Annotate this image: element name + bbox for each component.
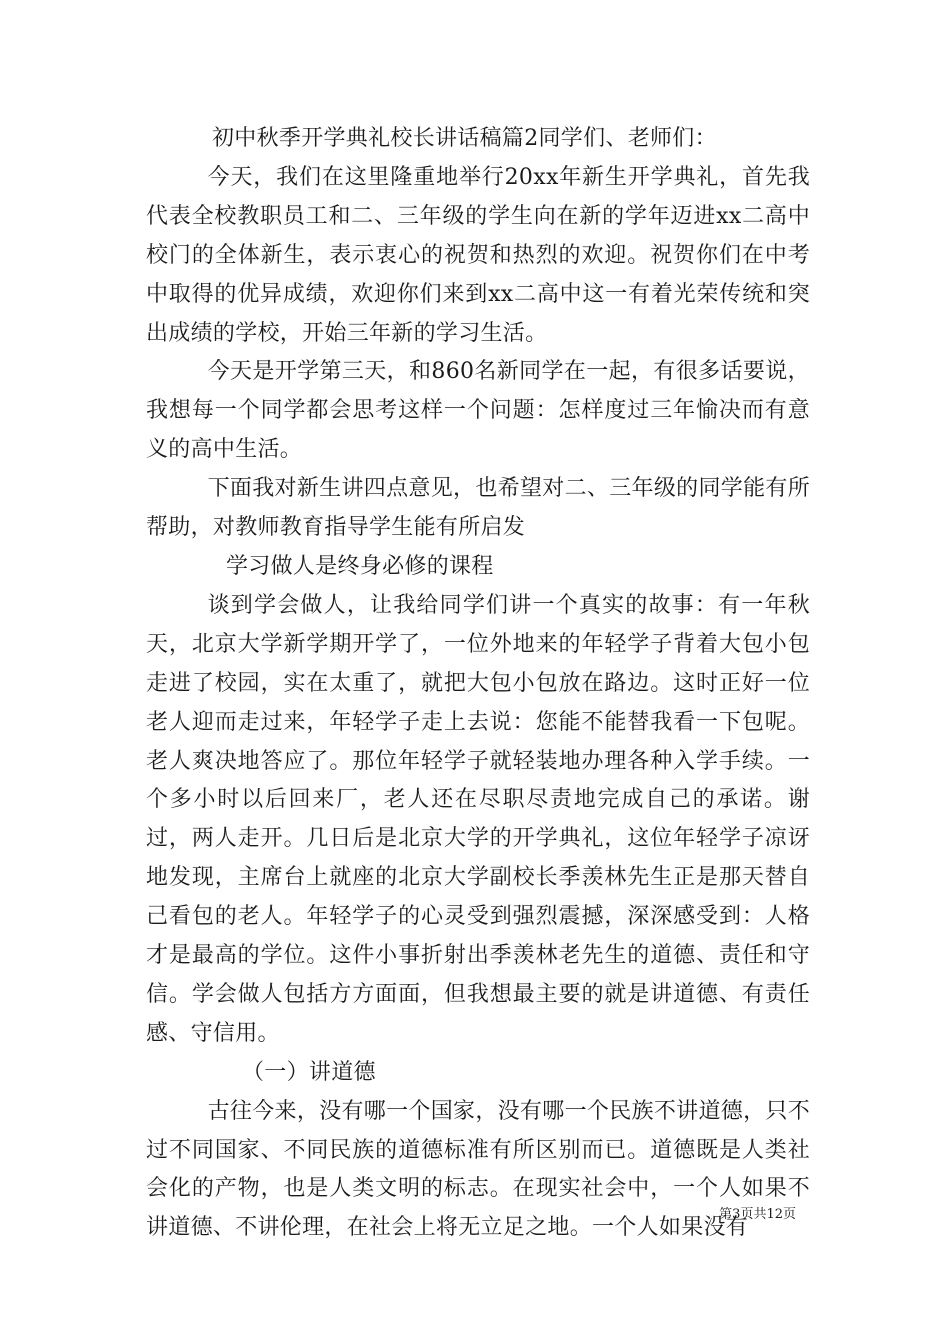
speech-title-line: 初中秋季开学典礼校长讲话稿篇2同学们、老师们：	[212, 126, 717, 151]
paragraph-story: 谈到学会做人，让我给同学们讲一个真实的故事：有一年秋天，北京大学新学期开学了，一位外地来的年轻学子背着大包小包走进了校园，实在太重了，就把大包小包放在路边。这时正好一位老人迎而走过来，年轻学子走上去说：您能不能替我看一下包呢。老人爽决地答应了。那位年轻学子就轻装地办理各种入学手续。一个多小时以后回来厂，老人还在尽职尽责地完成自己的承诺。谢过，两人走开。几日后是北京大学的开学典礼，这位年轻学子凉讶地发现，主席台上就座的北京大学副校长季羡林先生正是那天替自己看包的老人。年轻学子的心灵受到强烈震撼，深深感受到：人格才是最高的学位。这件小事折射出季羡林老先生的道德、责任和守信。学会做人包括方方面面，但我想最主要的就是讲道德、有责任感、守信用。	[146, 592, 810, 1046]
section-heading-learn-to-be-human: 学习做人是终身必修的课程	[226, 553, 494, 579]
paragraph-first-days: 今天是开学第三天，和860名新同学在一起，有很多话要说，我想每一个同学都会思考这样一个问题：怎样度过三年愉决而有意义的高中生活。	[146, 359, 810, 463]
page-number: 第3页共12页	[719, 1207, 796, 1222]
paragraph-morality: 古往今来，没有哪一个国家，没有哪一个民族不讲道德，只不过不同国家、不同民族的道德标准有所区别而已。道德既是人类社会化的产物，也是人类文明的标志。在现实社会中，一个人如果不讲道德、不讲伦理，在社会上将无立足之地。一个人如果没有	[146, 1098, 810, 1241]
section-heading-morality: （一）讲道德	[242, 1059, 376, 1085]
document-body	[146, 120, 810, 1248]
paragraph-welcome: 今天，我们在这里隆重地举行20xx年新生开学典礼，首先我代表全校教职员工和二、三年级的学生向在新的学年迈进xx二高中校门的全体新生，表示衷心的祝贺和热烈的欢迎。祝贺你们在中考中取得的优异成绩，欢迎你们来到xx二高中这一有着光荣传统和突出成绩的学校，开始三年新的学习生活。	[146, 164, 810, 346]
paragraph-four-points: 下面我对新生讲四点意见，也希望对二、三年级的同学能有所帮助，对教师教育指导学生能有所启发	[146, 476, 810, 541]
